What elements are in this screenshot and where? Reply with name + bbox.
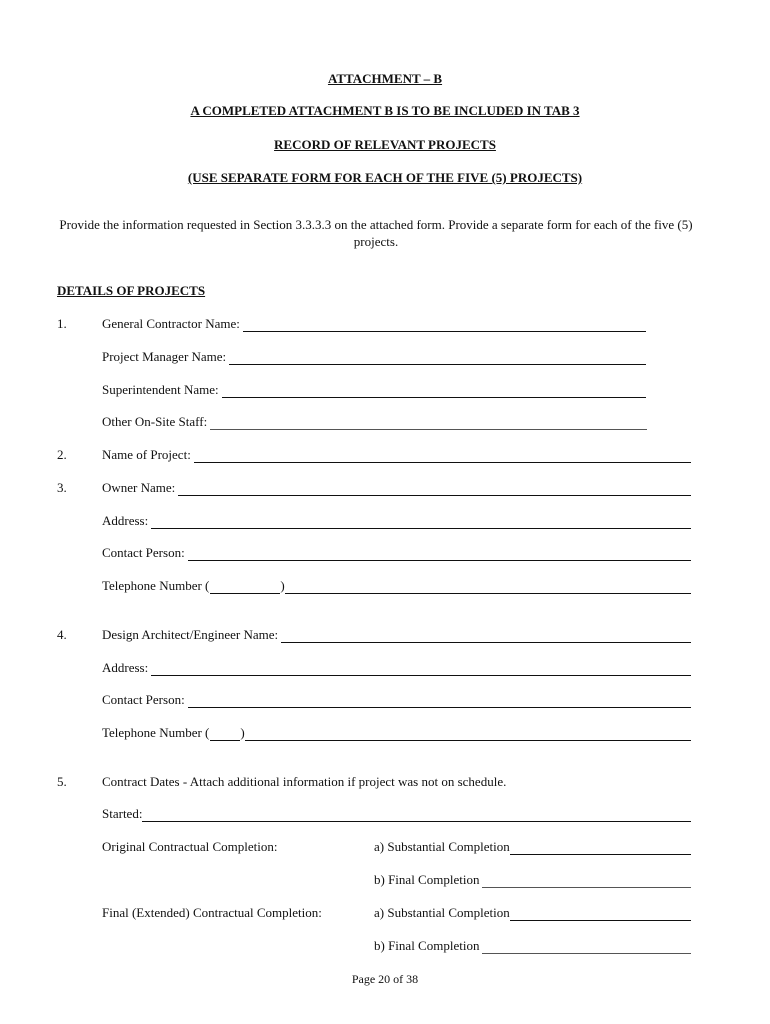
tab-instruction-heading: A COMPLETED ATTACHMENT B IS TO BE INCLUDED IN TAB 3: [190, 103, 580, 118]
superintendent-line[interactable]: [222, 385, 646, 398]
owner-contact-line[interactable]: [188, 548, 691, 561]
original-final-completion-label: b) Final Completion: [374, 872, 480, 887]
extended-substantial-completion-label: a) Substantial Completion: [374, 905, 510, 920]
architect-contact-line[interactable]: [188, 695, 691, 708]
started-label: Started:: [102, 806, 143, 821]
other-staff-field[interactable]: [102, 414, 647, 430]
extended-final-completion-field[interactable]: [374, 938, 691, 954]
owner-address-field[interactable]: [102, 513, 691, 529]
project-name-field[interactable]: [102, 447, 691, 463]
started-field[interactable]: [102, 806, 691, 822]
original-final-completion-field[interactable]: [374, 872, 691, 888]
project-manager-line[interactable]: [229, 352, 646, 365]
architect-phone-close-paren: ): [240, 725, 245, 740]
extended-substantial-completion-field[interactable]: [374, 905, 691, 921]
general-contractor-line[interactable]: [243, 319, 646, 332]
original-substantial-completion-field[interactable]: [374, 839, 691, 855]
architect-address-line[interactable]: [151, 663, 691, 676]
superintendent-label: Superintendent Name:: [102, 382, 219, 397]
architect-contact-field[interactable]: [102, 692, 691, 708]
item-number-4: 4.: [57, 627, 67, 642]
section-title: DETAILS OF PROJECTS: [57, 283, 206, 298]
started-line[interactable]: [142, 809, 691, 822]
project-manager-field[interactable]: [102, 349, 646, 365]
original-final-completion-line[interactable]: [482, 875, 691, 888]
architect-address-field[interactable]: [102, 660, 691, 676]
architect-area-code-line[interactable]: [210, 728, 240, 741]
architect-name-label: Design Architect/Engineer Name:: [102, 627, 279, 642]
architect-contact-label: Contact Person:: [102, 692, 185, 707]
architect-phone-label: Telephone Number (: [102, 725, 210, 740]
contract-dates-label: Contract Dates - Attach additional information if project was not on schedule.: [102, 774, 507, 789]
item-number-2: 2.: [57, 447, 67, 462]
owner-address-label: Address:: [102, 513, 149, 528]
owner-phone-line[interactable]: [285, 581, 691, 594]
superintendent-field[interactable]: [102, 382, 646, 398]
general-contractor-field[interactable]: [102, 316, 646, 332]
item-number-5: 5.: [57, 774, 67, 789]
record-heading: RECORD OF RELEVANT PROJECTS: [274, 137, 496, 152]
page-number: Page 20 of 38: [351, 972, 419, 986]
original-completion-label: Original Contractual Completion:: [102, 839, 278, 854]
owner-phone-close-paren: ): [280, 578, 285, 593]
other-staff-label: Other On-Site Staff:: [102, 414, 208, 429]
owner-name-line[interactable]: [178, 483, 691, 496]
other-staff-line[interactable]: [210, 417, 647, 430]
project-name-label: Name of Project:: [102, 447, 191, 462]
project-manager-label: Project Manager Name:: [102, 349, 227, 364]
project-name-line[interactable]: [194, 450, 691, 463]
owner-contact-label: Contact Person:: [102, 545, 185, 560]
extended-final-completion-line[interactable]: [482, 941, 691, 954]
extended-final-completion-label: b) Final Completion: [374, 938, 480, 953]
architect-name-field[interactable]: [102, 627, 691, 643]
owner-phone-label: Telephone Number (: [102, 578, 210, 593]
intro-paragraph: Provide the information requested in Section 3.3.3.3 on the attached form. Provide a separate form for each of the five (5) projects.: [59, 217, 693, 249]
original-substantial-completion-line[interactable]: [510, 842, 691, 855]
original-substantial-completion-label: a) Substantial Completion: [374, 839, 510, 854]
item-number-3: 3.: [57, 480, 67, 495]
architect-address-label: Address:: [102, 660, 149, 675]
attachment-title: ATTACHMENT – B: [327, 71, 443, 86]
owner-address-line[interactable]: [151, 516, 691, 529]
owner-phone-field[interactable]: [102, 578, 691, 594]
general-contractor-label: General Contractor Name:: [102, 316, 240, 331]
owner-contact-field[interactable]: [102, 545, 691, 561]
final-extended-completion-label: Final (Extended) Contractual Completion:: [102, 905, 322, 920]
owner-name-field[interactable]: [102, 480, 691, 496]
item-number-1: 1.: [57, 316, 67, 331]
separate-form-heading: (USE SEPARATE FORM FOR EACH OF THE FIVE (5) PROJECTS): [187, 170, 583, 185]
owner-name-label: Owner Name:: [102, 480, 176, 495]
owner-area-code-line[interactable]: [210, 581, 280, 594]
extended-substantial-completion-line[interactable]: [510, 908, 691, 921]
architect-phone-field[interactable]: [102, 725, 691, 741]
architect-phone-line[interactable]: [245, 728, 691, 741]
architect-name-line[interactable]: [281, 630, 691, 643]
